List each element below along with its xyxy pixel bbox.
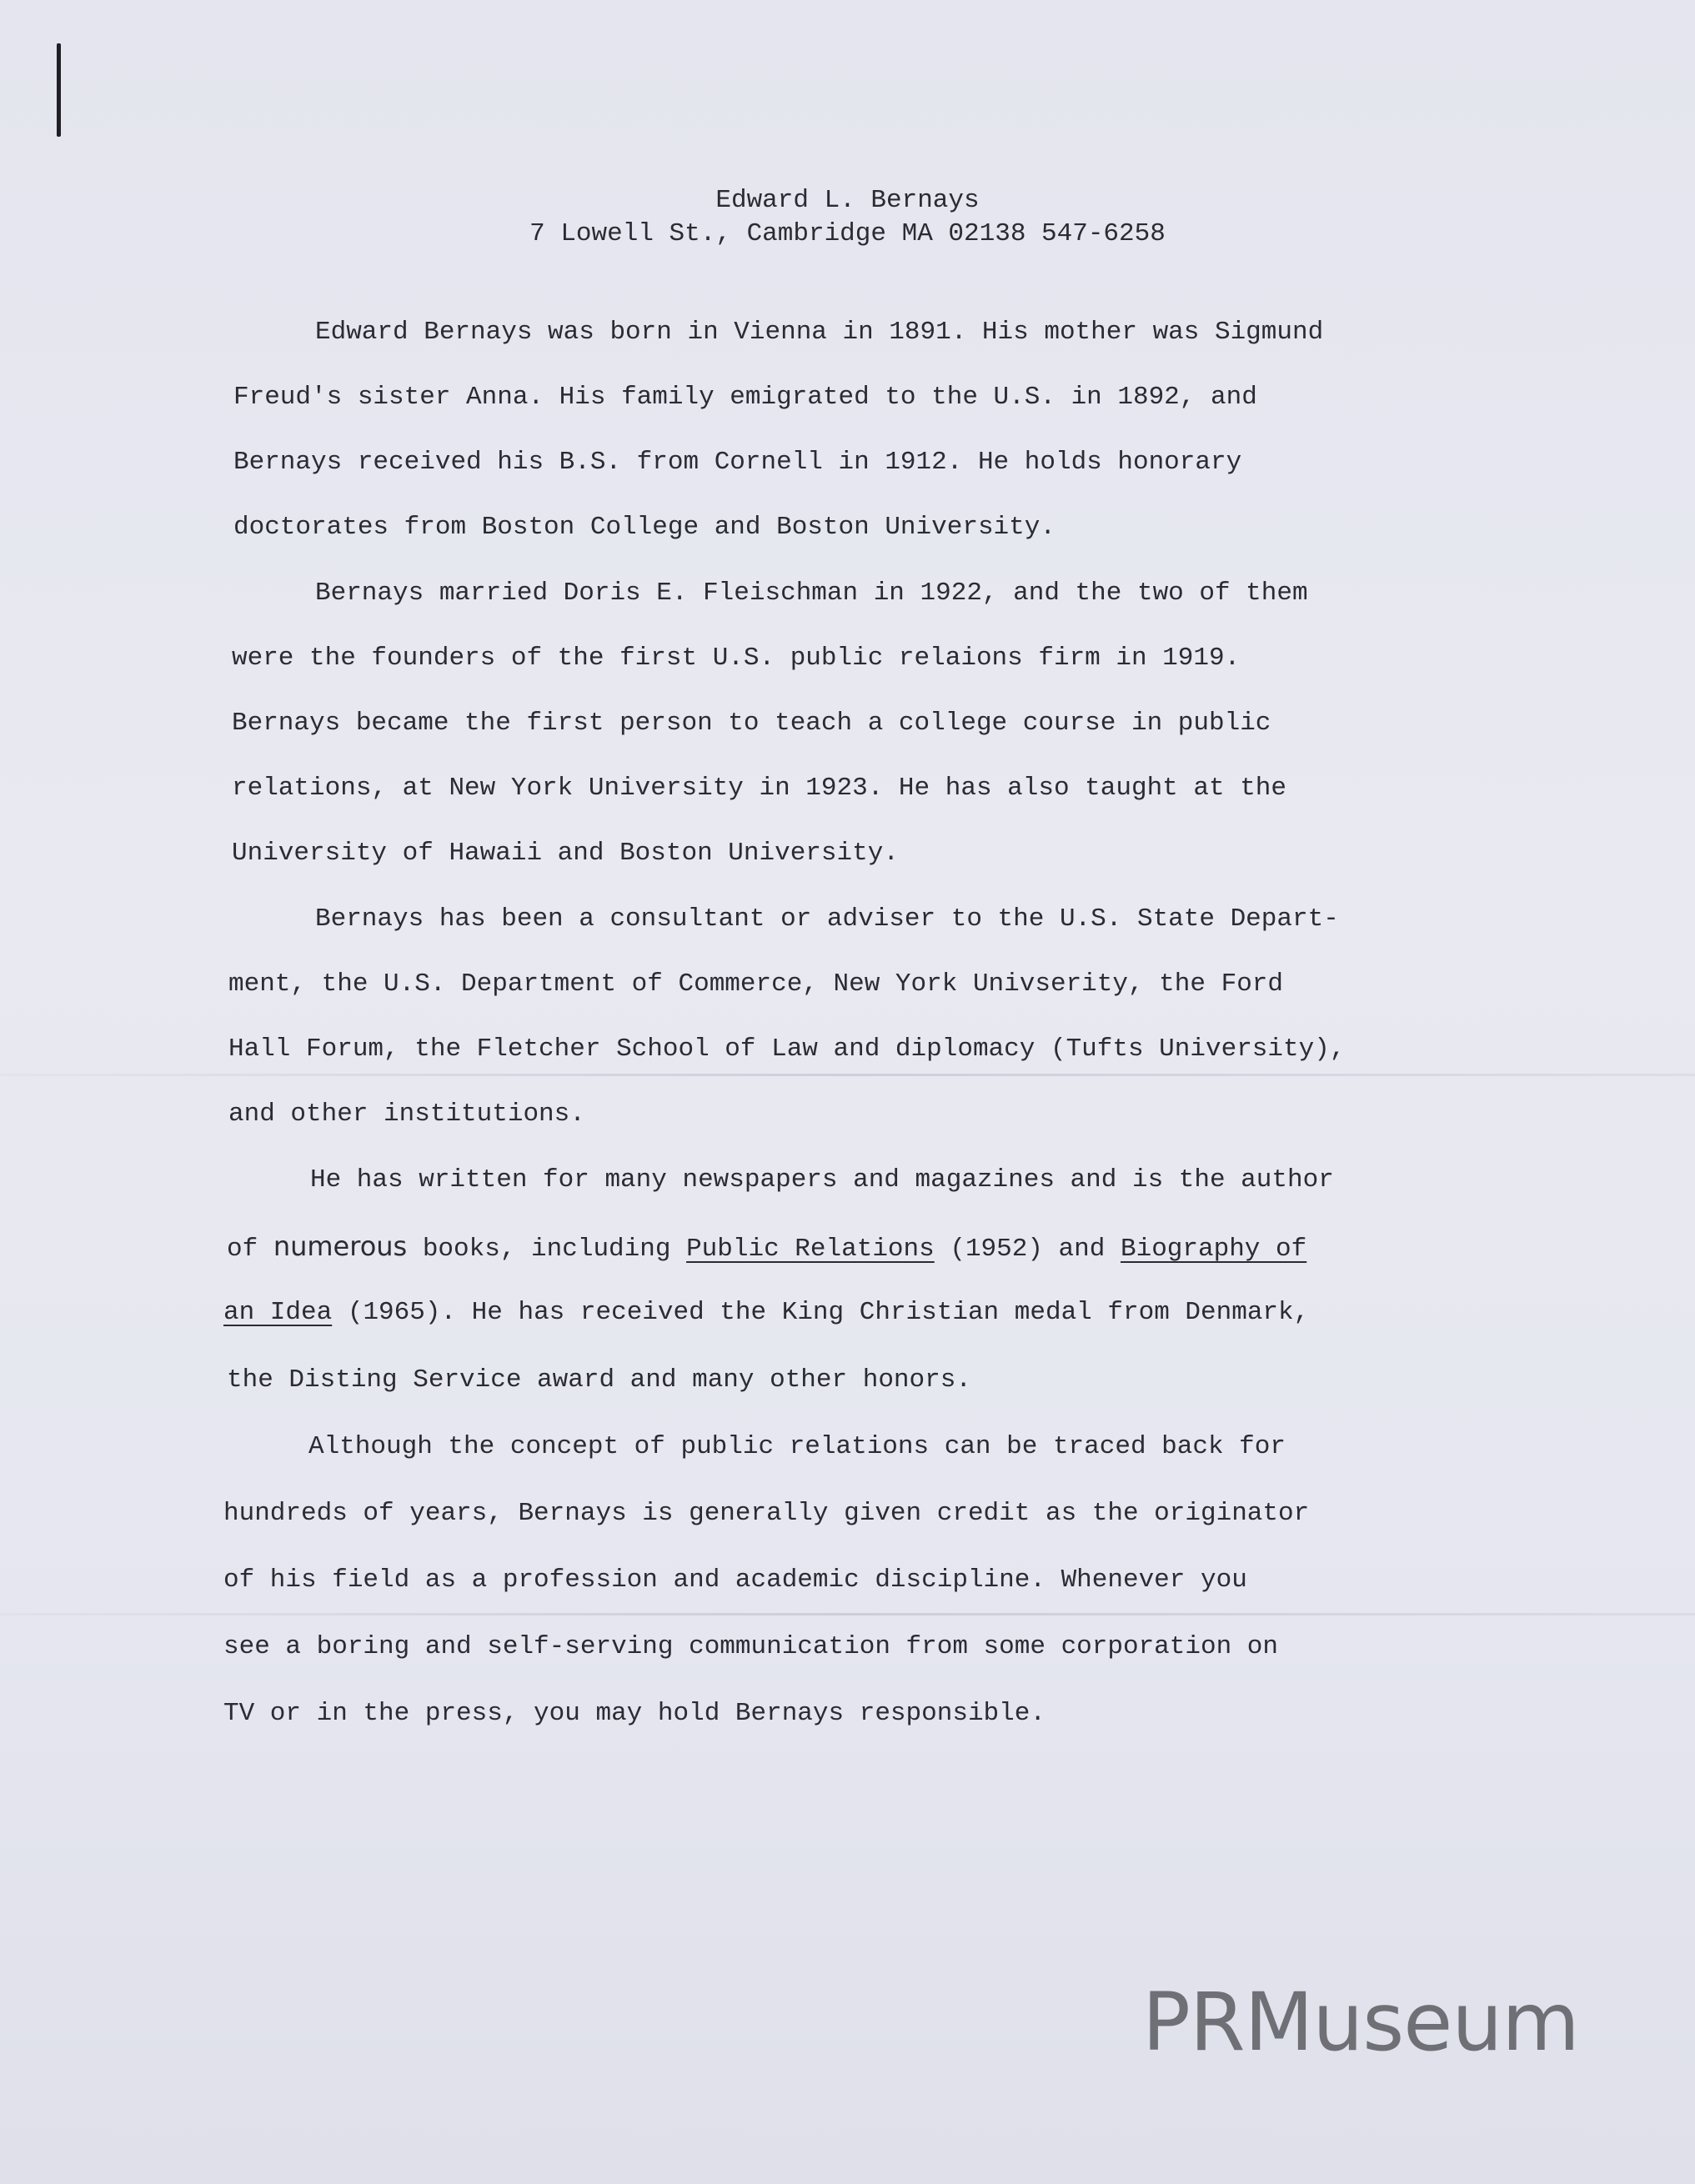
books-year1: (1952) and	[934, 1235, 1121, 1264]
paragraph-1-line-2: Freud's sister Anna. His family emigrated to the U.S. in 1892, and	[233, 383, 1257, 412]
paragraph-3-line-1: Bernays has been a consultant or adviser to the U.S. State Depart-	[315, 904, 1339, 934]
paragraph-2-line-2: were the founders of the first U.S. public relaions firm in 1919.	[232, 644, 1241, 673]
books-prefix: of	[227, 1235, 273, 1264]
paragraph-2-line-3: Bernays became the first person to teach a college course in public	[232, 709, 1271, 738]
fold-line-lower	[0, 1613, 1695, 1615]
paragraph-1-line-1: Edward Bernays was born in Vienna in 1891. His mother was Sigmund	[315, 318, 1324, 347]
paragraph-5-line-5: TV or in the press, you may hold Bernays responsible.	[223, 1699, 1046, 1728]
paragraph-2-line-4: relations, at New York University in 1923. He has also taught at the	[232, 774, 1287, 803]
paragraph-1-line-3: Bernays received his B.S. from Cornell in 1912. He holds honorary	[233, 448, 1242, 477]
handwritten-correction: numerous	[273, 1230, 408, 1262]
paragraph-4-line-2	[227, 1230, 1306, 1265]
paragraph-2-line-1: Bernays married Doris E. Fleischman in 1922, and the two of them	[315, 579, 1308, 608]
letterhead-address: 7 Lowell St., Cambridge MA 02138 547-6258	[529, 219, 1166, 248]
paragraph-5-line-1: Although the concept of public relations can be traced back for	[308, 1432, 1286, 1461]
paragraph-4-line-1: He has written for many newspapers and magazines and is the author	[310, 1165, 1334, 1195]
paragraph-2-line-5: University of Hawaii and Boston University.	[232, 839, 899, 868]
paragraph-3-line-3: Hall Forum, the Fletcher School of Law and diplomacy (Tufts University),	[228, 1034, 1346, 1064]
paragraph-5-line-4: see a boring and self-serving communication from some corporation on	[223, 1632, 1279, 1661]
book-title-biography-part1: Biography of	[1120, 1235, 1307, 1264]
paragraph-1-line-4: doctorates from Boston College and Boston University.	[233, 513, 1056, 542]
books-middle: books, including	[407, 1235, 687, 1264]
book-title-biography-part2: an Idea	[223, 1298, 333, 1327]
paragraph-3-line-4: and other institutions.	[228, 1100, 585, 1129]
paragraph-4-line-4: the Disting Service award and many other honors.	[227, 1365, 971, 1395]
paragraph-5-line-2: hundreds of years, Bernays is generally given credit as the originator	[223, 1499, 1310, 1528]
paragraph-3-line-2: ment, the U.S. Department of Commerce, New York Univserity, the Ford	[228, 969, 1284, 999]
prmuseum-watermark: PRMuseum	[1142, 1976, 1579, 2069]
fold-line-upper	[0, 1074, 1695, 1076]
page-mark	[57, 43, 61, 137]
idea-line-rest: (1965). He has received the King Christian medal from Denmark,	[332, 1298, 1310, 1327]
book-title-public-relations: Public Relations	[686, 1235, 935, 1264]
letterhead-name: Edward L. Bernays	[715, 186, 980, 215]
paragraph-4-line-3	[223, 1297, 1309, 1329]
paragraph-5-line-3: of his field as a profession and academic discipline. Whenever you	[223, 1565, 1247, 1595]
